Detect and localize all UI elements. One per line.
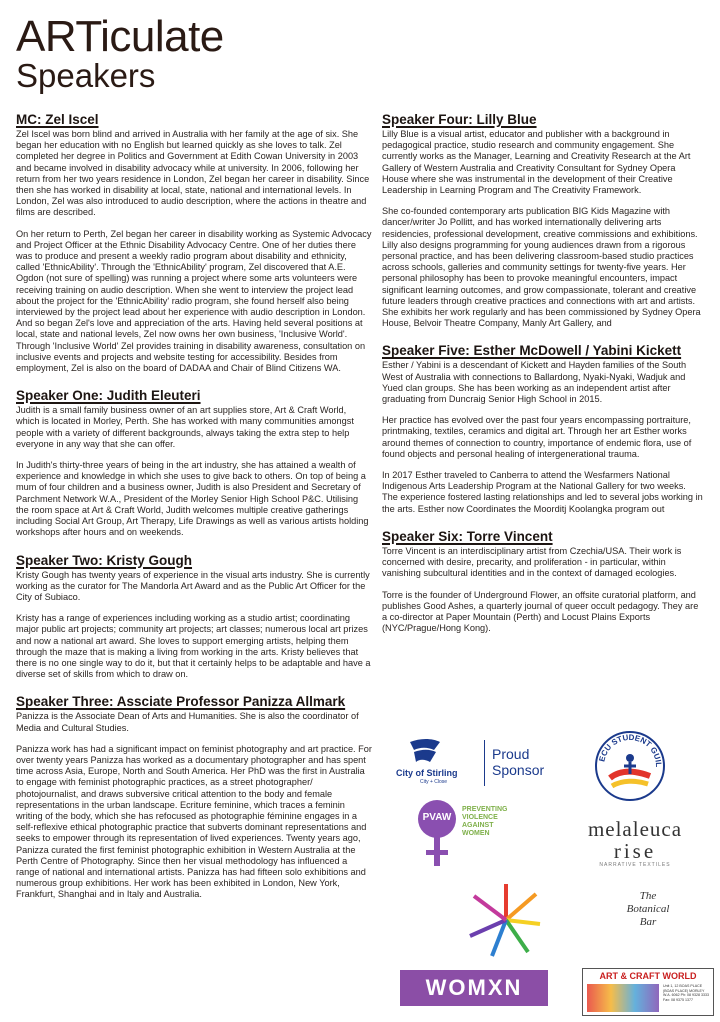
botanical-line: Botanical xyxy=(626,903,670,915)
section-paragraph: Panizza work has had a significant impact on feminist photography and art practice. For over twenty years Panizza has worked as a documentary photographer and has spent time across Asia, Europe, North and South America. Her PhD was the first in Australia to engage with feminist photographic practices, as a street photographer/ photojournalist, and draws subversive critical attention to the body and female representations in the urban landscape. Ecriture feminine, which traces a feminin writing of the body, which she has refocused as photographie féminine engages in a self-reflexive ethical photographic practice that subverts dominant representations and seeks to empower through its representation of lived experiences. Twenty years ago, Panizza curated the first feminist photographic exhibition in Western Australia at the Perth Centre of Photography. Since then her visual methodology has influenced a range of national and international artists. Panizza has had fifteen solo exhibitions and numerous group exhibitions. Her work has been exhibited in London, New York, Frankfurt, Shanghai and in Italy and Australia. xyxy=(16,743,372,900)
speaker-section xyxy=(16,694,372,900)
speaker-section xyxy=(382,343,704,514)
melaleuca-word: melaleuca xyxy=(587,817,683,841)
womxn-text: WOMXN xyxy=(425,975,523,1000)
page-subtitle: Speakers xyxy=(16,57,156,94)
speaker-section xyxy=(16,112,372,374)
page-title: ARTiculate xyxy=(16,12,224,61)
section-title: Speaker Six: Torre Vincent xyxy=(382,528,553,544)
section-paragraph: Kristy Gough has twenty years of experience in the visual arts industry. She is currently working as the curator for The Mandorla Art Award and as the Public Art Officer for the City of Subiaco. xyxy=(16,569,370,602)
section-paragraph: Lilly Blue is a visual artist, educator and publisher with a background in pedagogical practice, studio research and community engagement. She currently works as the Manager, Learning and Creativity Research at the Art Gallery of Western Australia and Creativity Consultant for Sydney Opera House where she was instrumental in the development of their Creative Leadership in Learning Program and The Creativity Framework. xyxy=(382,129,691,196)
acw-artwork xyxy=(587,984,659,1012)
section-paragraph: In 2017 Esther traveled to Canberra to attend the Wesfarmers National Indigenous Arts Leadership Program at the National Gallery for two weeks. The experience fostered lasting relationships and led to several jobs working in the arts. Esther now Coordinates the Moorditj Koolangka program out xyxy=(382,470,703,514)
section-paragraph: Torre is the founder of Underground Flower, an offsite curatorial platform, and publishes Good Ashes, a quarterly journal of queer occult pedagogy. They are a co-director at Paper Mountain (Perth) and Locust Plains Exports (NYC/Prague/Hong Kong). xyxy=(382,589,699,634)
sponsor-line: Sponsor xyxy=(492,762,545,778)
venus-crossbar xyxy=(426,850,448,855)
divider xyxy=(484,740,485,786)
section-paragraph: On her return to Perth, Zel began her career in disability working as Systemic Advocacy and Project Officer at the Ethnic Disability Advocacy Centre. One of her duties there was to produce and present a weekly radio program about disability and ethnicity, called 'EthnicAbility'. Through the 'EthnicAbility' program, Zel discovered that A.E. Ogdon (not sure of spelling) was running a project where some arts volunteers were receiving training on audio description. When she went to interview the project lead about the project for the 'EthnicAbility' radio program, she found herself also being interviewed by the project lead about her experience with audio description in London. And so began Zel's love and appreciation of the arts. Having held several positions at local, state and national levels, Zel now owns her own business, 'Inclusive World'. Through 'Inclusive World' Zel provides training in disability awareness, consultation on inclusive events and projects and website testing for accessibility. Besides from employment, Zel is also on the board of DADAA and Chair of Blind Citizens WA. xyxy=(16,228,372,374)
spectrum-burst-icon xyxy=(466,880,544,960)
section-paragraph: Panizza is the Associate Dean of Arts and Humanities. She is also the coordinator of Media and Cultural Studies. xyxy=(16,711,359,733)
speaker-section xyxy=(16,553,372,681)
right-column xyxy=(382,112,704,648)
section-paragraph: Judith is a small family business owner of an art supplies store, Art & Craft World, which is located in Morley, Perth. She has worked with many communities amongst people with a variety of different backgrounds, always taking the extra step to help everyone in any way that she can offer. xyxy=(16,405,354,449)
pvaw-line: VIOLENCE xyxy=(462,814,498,821)
header xyxy=(16,14,224,94)
section-title: Speaker Three: Assciate Professor Panizza Allmark xyxy=(16,694,346,710)
section-paragraph: Kristy has a range of experiences including working as a studio artist; coordinating major public art projects; community art projects; art classes; numerous local art prizes and now a national art award. She loves to support emerging artists, helping them through the maze that is making a living from working in the arts. Kristy believes that there is no one single way to do it, but that it certainly helps to be adaptable and have a diverse set of skills from which to draw on. xyxy=(16,613,371,680)
pvaw-badge-text: PVAW xyxy=(422,812,452,823)
stirling-crest-icon xyxy=(404,738,446,766)
pvaw-line: AGAINST xyxy=(462,822,494,829)
acw-title: ART & CRAFT WORLD xyxy=(599,971,697,981)
section-title: Speaker Five: Esther McDowell / Yabini Kickett xyxy=(382,343,682,359)
stirling-name: City of Stirling xyxy=(396,768,458,778)
speaker-section xyxy=(382,112,704,329)
pvaw-logo xyxy=(418,800,510,888)
art-and-craft-world-logo xyxy=(582,968,714,1016)
melaleuca-rise-logo xyxy=(570,818,700,868)
section-paragraph: Zel Iscel was born blind and arrived in Australia with her family at the age of six. She began her education with no English but learned quickly as she loves to talk. Zel completed her degree in Politics and Government at Edith Cowan University in 2003 and became involved in disability advocacy while at university. In 2006, following her return from her two years residence in London, Zel began her career in disability. Since then she has worked in disability at local, state, national and international levels. In London, Zel was also introduced to audio description, where the actions in theatre and films are described. xyxy=(16,129,370,218)
womxn-logo xyxy=(400,970,548,1006)
section-title: Speaker Four: Lilly Blue xyxy=(382,112,537,127)
speaker-section xyxy=(16,388,372,538)
proud-line: Proud xyxy=(492,746,530,762)
botanical-line: The xyxy=(639,890,657,902)
botanical-line: Bar xyxy=(639,916,657,928)
ecu-guild-emblem-icon xyxy=(594,730,666,802)
section-paragraph: In Judith's thirty-three years of being in the art industry, she has attained a wealth of experience and knowledge in which she uses to give back to others. On top of being a mum of four children and a business owner, Judith is also President and Secretary of Parchment Network W.A., President of the Morley Senior High School P&C. Utilising the room space at Art & Craft World, Judith welcomes multiple creative gatherings including Social Art Group, Art Therapy, Life Drawings as well as various artists holding workshops after hours and on weekends. xyxy=(16,460,369,538)
rise-word: rise xyxy=(613,839,657,863)
sponsor-logos xyxy=(394,730,712,1015)
proud-sponsor-text xyxy=(492,746,544,778)
ecu-student-guild-logo xyxy=(594,730,666,802)
section-paragraph: Torre Vincent is an interdisciplinary artist from Czechia/USA. Their work is concerned with desire, precarity, and proliferation - in particular, within vanishing subcultural identities and in the context of damaged ecologies. xyxy=(382,545,682,579)
section-title: Speaker Two: Kristy Gough xyxy=(16,552,193,568)
speaker-section xyxy=(382,529,704,634)
section-paragraph: Esther / Yabini is a descendant of Kickett and Hayden families of the South West of Australia with connections to Ballardong, Nyaki-Nyaki, Wadjuk and Yued clan groups. She has been working as an independent artist after graduating from Duncraig Senior High School in 2015. xyxy=(382,360,687,405)
rainbow-spectrum-logo xyxy=(466,880,544,960)
section-paragraph: She co-founded contemporary arts publication BIG Kids Magazine with dancer/writer Jo Pollitt, and has worked internationally delivering arts residencies, professional development, creative commissions and exhibitions. Lilly also designs programming for young audiences drawn from a rigorous personal practice, and has been delivering classroom-based studio practices across schools, galleries and community settings for twenty-five years. Her personal philosophy has been to provoke meaningful encounters, impact significant learning outcomes, and grow compassionate, tolerant and creative future leaders through creative practices and connections with art and artists. She exhibits her work regularly and has been commissioned by Sydney Opera House, Belvoir Theatre Company, Manly Art Gallery, and xyxy=(382,206,701,329)
stirling-sub: City + Close xyxy=(420,779,448,785)
acw-address: Unit 1, 12 BOAS PLACE (BOAS PLACE) MORLEY W.A. 6062 Ph: 08 9328 3333 Fax: 08 9375 1377 xyxy=(663,984,709,1002)
ecu-text: ECU STUDENT GUIL xyxy=(597,732,664,768)
pvaw-line: PREVENTING xyxy=(462,806,508,813)
city-of-stirling-logo xyxy=(396,738,566,790)
botanical-bar-logo xyxy=(616,890,680,948)
pvaw-text xyxy=(462,806,508,838)
narrative-textiles: NARRATIVE TEXTILES xyxy=(599,862,671,868)
section-paragraph: Her practice has evolved over the past four years encompassing portraiture, printmaking, textiles, ceramics and digital art. Through her art Esther works around themes of connection to country, importance of endemic flora, use of found objects and personal healing of intergenerational trauma. xyxy=(382,415,692,459)
section-title: MC: Zel Iscel xyxy=(16,112,99,127)
section-title: Speaker One: Judith Eleuteri xyxy=(16,388,201,404)
pvaw-line: WOMEN xyxy=(462,830,490,837)
left-column xyxy=(16,112,372,915)
